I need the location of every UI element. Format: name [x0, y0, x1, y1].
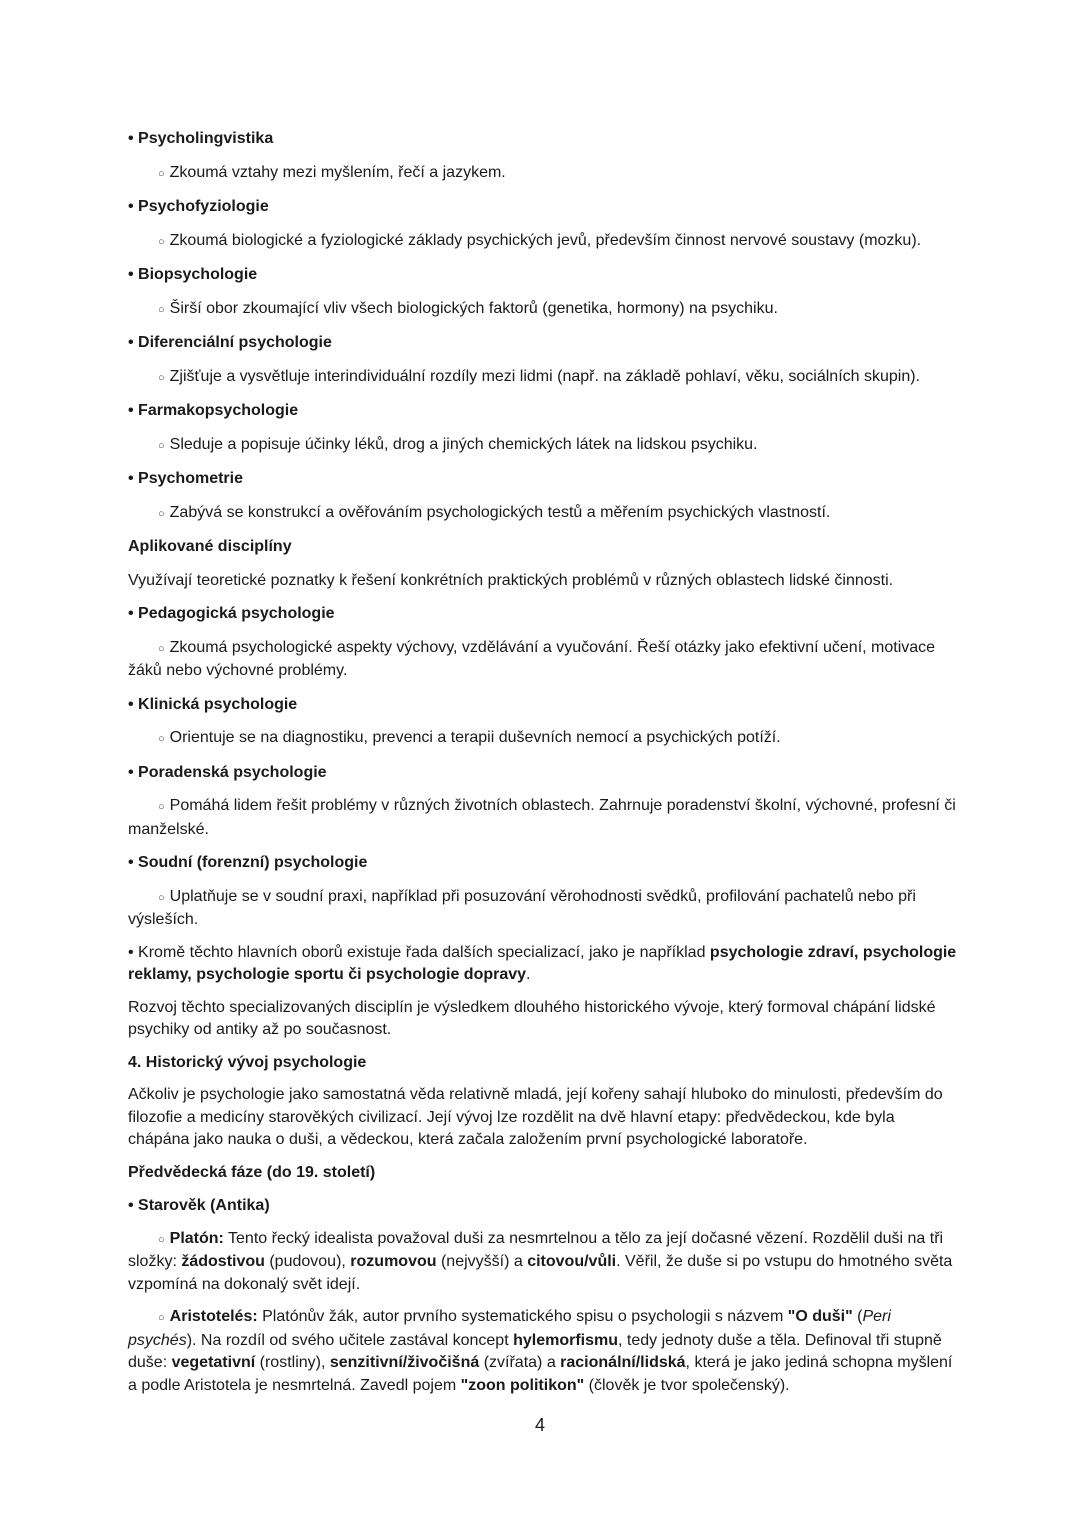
section-intro: Ačkoliv je psychologie jako samostatná věda relativně mladá, její kořeny sahají hluboko do minulosti, především do filozofie a medicíny starověkých civilizací. Její vývoj lze rozdělit na dvě hlavní etapy: předvědeckou, kde byla chápána jako nauka o duši, a vědeckou, která začala založením první psychologické laboratoře. — [128, 1086, 943, 1148]
hollow-bullet-icon: ○ — [158, 371, 165, 384]
era-title: • Starověk (Antika) — [128, 1197, 270, 1214]
discipline-title: • Biopsychologie — [128, 266, 258, 283]
hollow-bullet-icon: ○ — [158, 1312, 165, 1324]
discipline-title: • Psychometrie — [128, 470, 243, 487]
hollow-bullet-icon: ○ — [158, 891, 165, 904]
transition-paragraph: Rozvoj těchto specializovaných disciplín je výsledkem dlouhého historického vývoje, který formoval chápání lidské psychiky od antiky až po současnost. — [128, 998, 936, 1038]
hollow-bullet-icon: ○ — [158, 303, 165, 316]
hollow-bullet-icon: ○ — [158, 507, 165, 520]
discipline-title: • Poradenská psychologie — [128, 763, 327, 781]
discipline-title: • Psycholingvistika — [128, 130, 274, 147]
discipline-title: • Farmakopsychologie — [128, 402, 299, 419]
discipline-title: • Psychofyziologie — [128, 198, 269, 215]
discipline-description: ○ Pomáhá lidem řešit problémy v různých životních oblastech. Zahrnuje poradenství školní, výchovné, profesní či manželské. — [128, 797, 956, 838]
hollow-bullet-icon: ○ — [158, 167, 165, 180]
section-heading: Aplikované disciplíny — [128, 538, 292, 555]
discipline-description: ○ Širší obor zkoumající vliv všech biologických faktorů (genetika, hormony) na psychiku. — [128, 298, 958, 322]
discipline-title: • Klinická psychologie — [128, 695, 298, 713]
discipline-description: ○ Zjišťuje a vysvětluje interindividuální rozdíly mezi lidmi (např. na základě pohlaví, věku, sociálních skupin). — [128, 366, 958, 390]
discipline-description: ○ Zkoumá biologické a fyziologické základy psychických jevů, především činnost nervové soustavy (mozku). — [128, 230, 958, 254]
hollow-bullet-icon: ○ — [158, 439, 165, 452]
page-number: 4 — [534, 1415, 545, 1435]
document-body — [128, 128, 958, 1397]
phase-heading: Předvědecká fáze (do 19. století) — [128, 1163, 376, 1181]
hollow-bullet-icon: ○ — [158, 235, 165, 248]
hollow-bullet-icon: ○ — [158, 1233, 165, 1246]
discipline-description: ○ Orientuje se na diagnostiku, prevenci a terapii duševních nemocí a psychických potíží. — [128, 727, 958, 751]
discipline-description: ○ Zkoumá vztahy mezi myšlením, řečí a jazykem. — [128, 162, 958, 186]
hollow-bullet-icon: ○ — [158, 733, 165, 745]
discipline-description: ○ Uplatňuje se v soudní praxi, například při posuzování věrohodnosti svědků, profilování pachatelů nebo při výsleších. — [128, 887, 916, 928]
philosopher-plato: ○ Platón: Tento řecký idealista považoval duši za nesmrtelnou a tělo za její dočasné vězení. Rozdělil duši na tři složky: žádostivou (pudovou), rozumovou (nejvyšší) a citovou/vůli. Věřil, že duše si po vstupu do hmotného světa vzpomíná na dokonalý svět idejí. — [128, 1229, 953, 1293]
section-heading: 4. Historický vývoj psychologie — [128, 1053, 367, 1071]
discipline-title: • Soudní (forenzní) psychologie — [128, 854, 368, 871]
discipline-title: • Diferenciální psychologie — [128, 334, 332, 351]
hollow-bullet-icon: ○ — [158, 801, 165, 813]
discipline-description: ○ Zkoumá psychologické aspekty výchovy, vzdělávání a vyučování. Řeší otázky jako efektivní učení, motivace žáků nebo výchovné problémy. — [128, 638, 936, 679]
section-intro: Využívají teoretické poznatky k řešení konkrétních praktických problémů v různých oblastech lidské činnosti. — [128, 571, 894, 589]
discipline-description: ○ Sleduje a popisuje účinky léků, drog a jiných chemických látek na lidskou psychiku. — [128, 434, 958, 458]
discipline-description: ○ Zabývá se konstrukcí a ověřováním psychologických testů a měřením psychických vlastností. — [128, 502, 958, 526]
other-specializations: • Kromě těchto hlavních oborů existuje řada dalších specializací, jako je například psychologie zdraví, psychologie reklamy, psychologie sportu či psychologie dopravy. — [128, 943, 957, 983]
philosopher-aristotle: ○ Aristotelés: Platónův žák, autor prvního systematického spisu o psychologii s názvem "O duši" (Peri psychés). Na rozdíl od svého učitele zastával koncept hylemorfismu, tedy jednoty duše a těla. Definoval tři stupně duše: vegetativní (rostliny), senzitivní/živočišná (zvířata) a racionální/lidská, která je jako jediná schopna myšlení a podle Aristotela je nesmrtelná. Zavedl pojem "zoon politikon" (člověk je tvor společenský). — [128, 1308, 953, 1394]
discipline-title: • Pedagogická psychologie — [128, 605, 335, 622]
hollow-bullet-icon: ○ — [158, 642, 165, 655]
